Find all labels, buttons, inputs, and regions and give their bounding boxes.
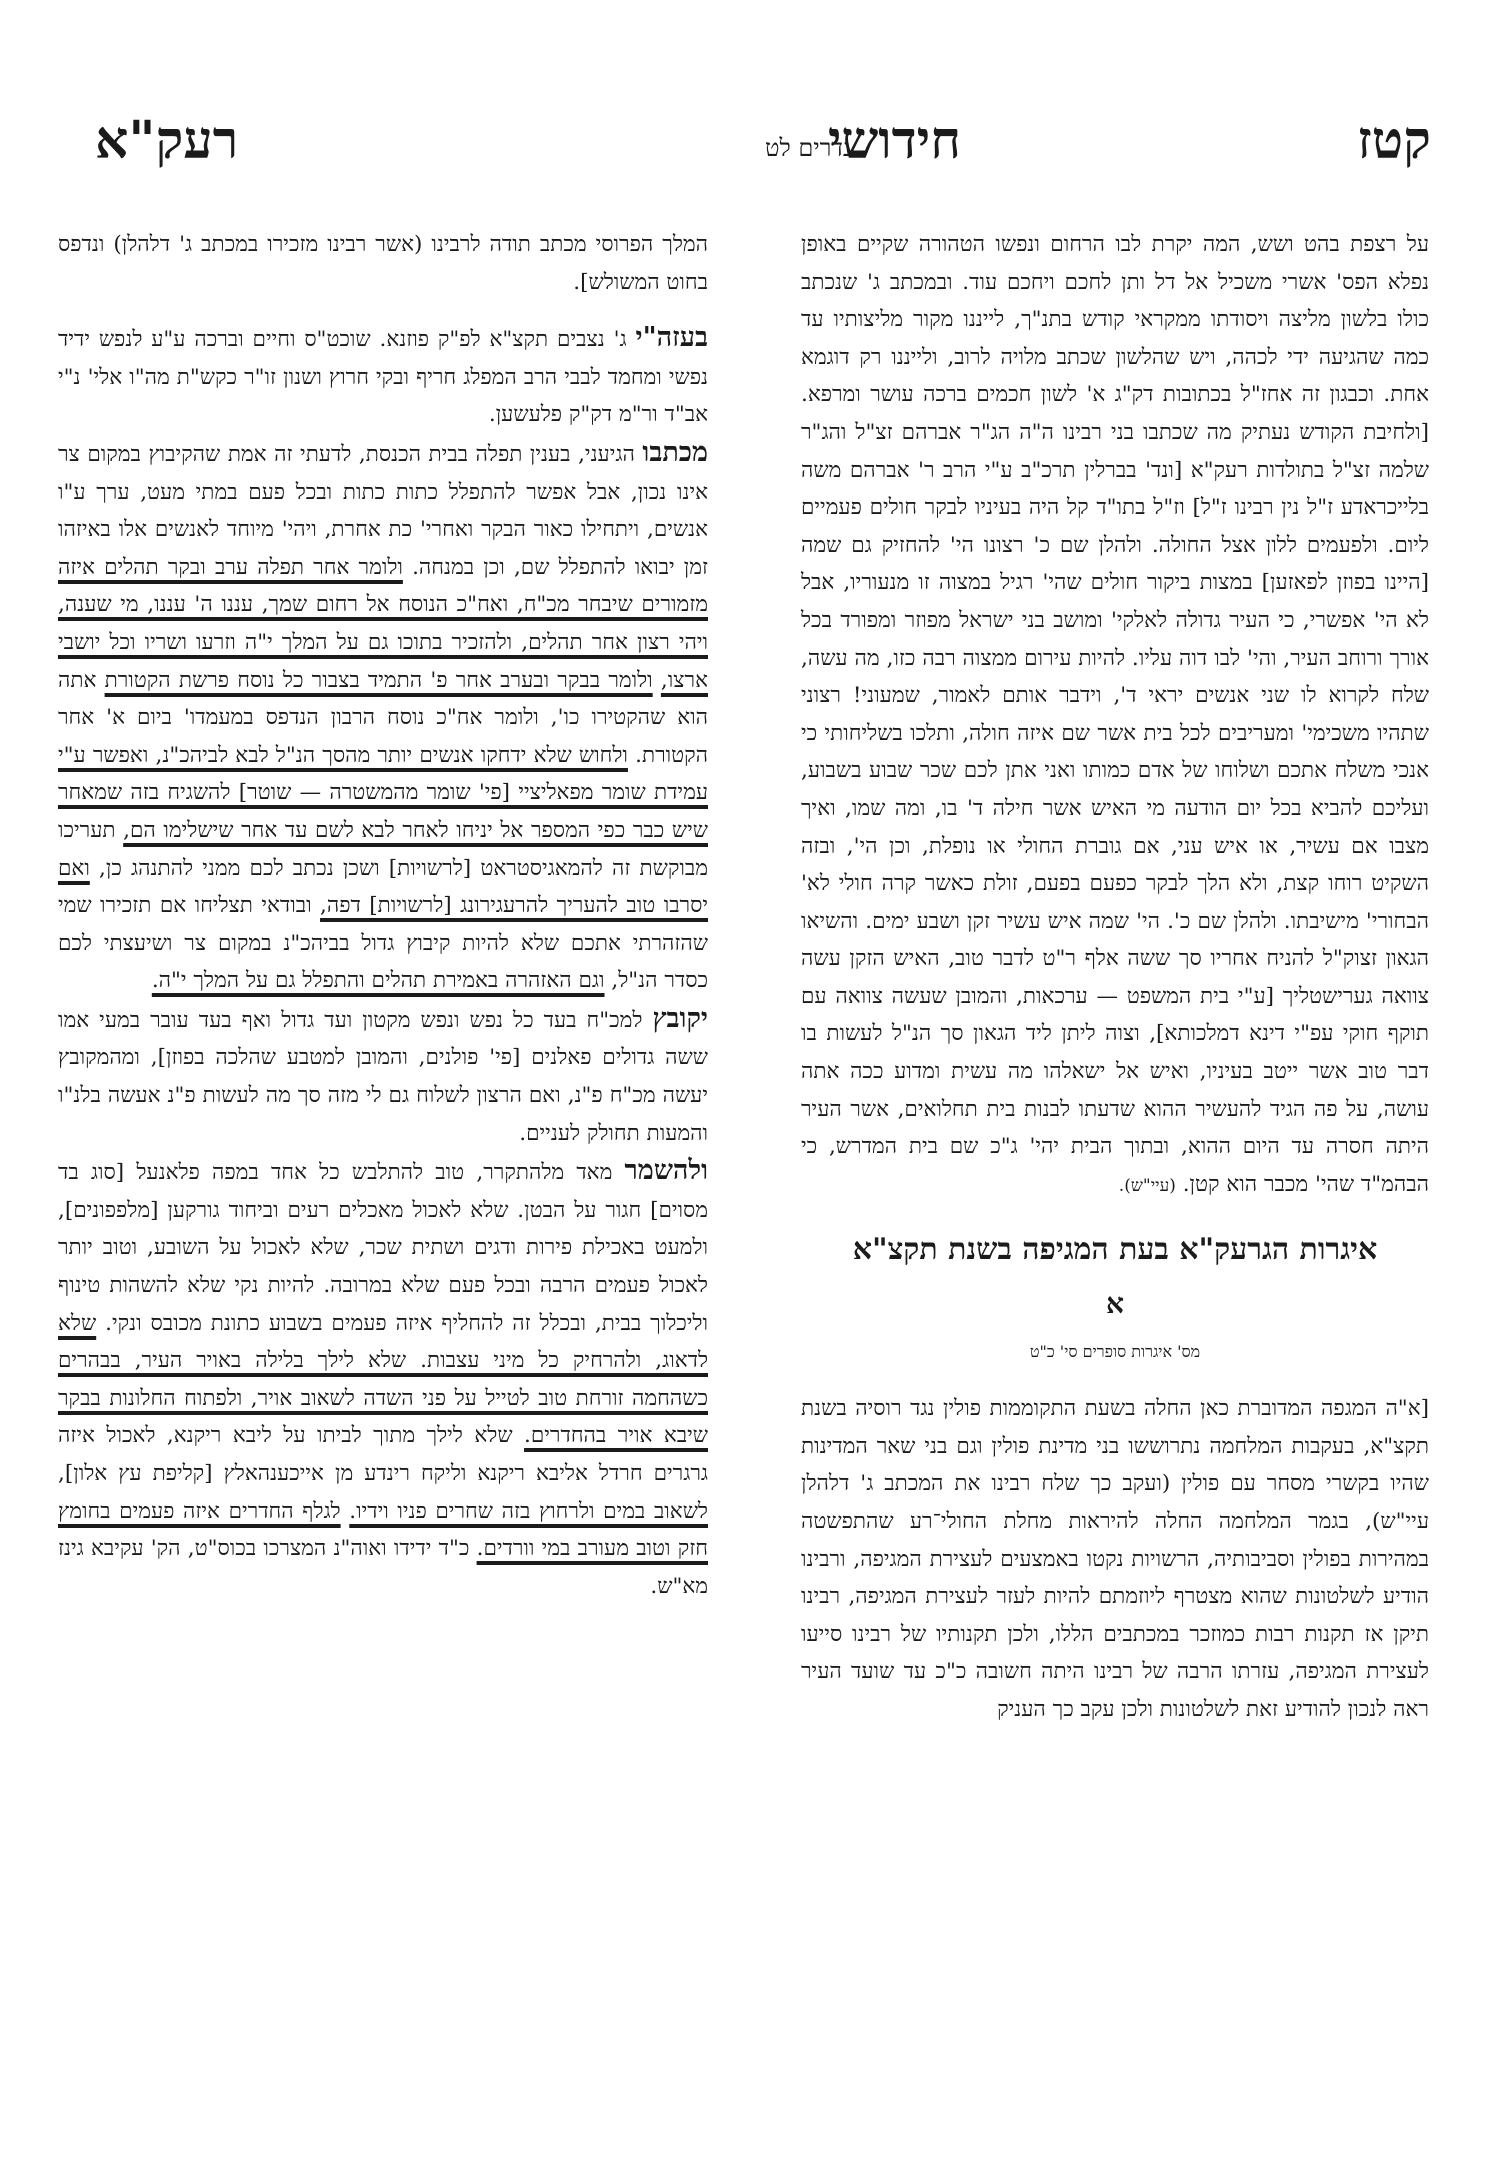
paragraph	[801, 226, 1429, 1205]
paragraph-text: על רצפת בהט ושש, המה יקרת לבו הרחום ונפשו הטהורה שקיים באופן נפלא הפס' אשרי משכיל אל דל ותן לחכם ויחכם עוד. ובמכתב ג' שנכתב כולו בלשון מליצה ויסודתו ממקראי קודש בתנ"ך, לייננו מקור מליצותיו עד כמה שהגיעה ידי לכהה, ויש שהלשון שכתב מלויה לרוב, ולייננו רק דוגמא אחת. וכבגון זה אחז"ל בכתובות דק"ג א' לשון חכמים ברכה עושר ומרפא. [ולחיבת הקודש נעתיק מה שכתבו בני רבינו ה"ה הג"ר אברהם זצ"ל והג"ר שלמה זצ"ל בתולדות רעק"א [ונד' בברלין תרכ"ב ע"י הרב ר' אברהם משה בלייכראדע ז"ל נין רבינו ז"ל] וז"ל בתו"ד קל היה בעיניו לבקר חולים פעמיים ליום. ולפעמים ללון אצל החולה. ולהלן שם כ' רצונו הי' להחזיק גם שמה [היינו בפוזן לפאזען] במצות ביקור חולים שהי' רגיל במצוה זו מנעוריו, אבל לא הי' אפשרי, כי העיר גדולה לאלקי' ומושב בני ישראל מפוזר ומפורד בכל אורך ורוחב העיר, והי' לבו דוה עליו. להיות עירום ממצוה רבה כזו, מה עשה, שלח לקרוא לו שני אנשים יראי ד', וידבר אותם לאמור, שמעוני! רצוני שתהיו משכימי' ומעריבים לכל בית אשר שם איזה חולה, ותלכו בשליחותי כי אנכי משלח אתכם ושלוחו של אדם כמותו ואני אתן לכם שכר שבוע בשבוע, ועליכם להביא בכל יום הודעה מי האיש אשר חילה ד' בו, ומה שמו, ואיך מצבו אם עשיר, או איש עני, אם גוברת החולי או נופלת, וכן הי', ובזה השקיט רוחו קצת, ולא הלך לבקר כפעם בפעם, זולת כאשר קרה חולי לא' הבחורי' מישיבתו. ולהלן שם כ'. הי' שמה איש עשיר זקן ושבע ימים. והשיאו הגאון זצוק"ל להניח אחריו סך ששה אלף ר"ט לדבר טוב, האיש הזקן עשה צוואה גערישטליך [ע"י בית המשפט — ערכאות, והמובן שעשה צוואה עם תוקף חוקי עפ"י דינא דמלכותא], וצוה ליתן ליד הגאון סך הנ"ל לעשות בו דבר טוב אשר ייטב בעיניו, ואיש אל ישאלהו מה עשית ומדוע ככה אתה עושה, על פה הגיד להעשיר ההוא שדעתו לבנות בית תחלואים, אשר העיר היתה חסרה עד היום ההוא, ובתוך הבית יהי' ג"כ שם בית המדרש, כי הבהמ"ד שהי' מכבר הוא קטן.	[801, 232, 1429, 1197]
underlined-text: ולומר בבקר ובערב אחר פ' התמיד בצבור כל נוסח פרשת הקטורת	[104, 667, 653, 693]
underlined-text: שלא לדאוג, ולהרחיק כל מיני עצבות. שלא לילך בלילה באויר העיר, בבהרים כשהחמה זורחת טוב לטייל על פני השדה לשאוב אויר, ולפתוח החלונות בבקר שיבא אויר בהחדרים.	[58, 1310, 708, 1449]
section-letter: א	[1106, 1287, 1124, 1321]
intro-paragraph: המלך הפרוסי מכתב תודה לרבינו (אשר רבינו מזכירו במכתב ג' דלהלן) ונדפס בחוט המשולש].	[58, 232, 708, 295]
letter-opening	[58, 319, 708, 434]
opening-lead: בעזה"י	[635, 322, 708, 354]
section-title: איגרות הגרעק"א בעת המגיפה בשנת תקצ"א	[852, 1232, 1378, 1268]
yakuv-lead: יקובץ	[652, 1002, 708, 1034]
body-text: מאד מלהתקרר, טוב להתלבש כל אחד במפה פלאנעל [סוג בד מסוים] חגור על הבטן. שלא לאכול מאכלים רעים וביחוד גורקען [מלפפונים], ולמעט באכילת פירות ודגים ושתית שכר, שלא לאכול על השובע, וטוב יותר לאכול פעמים הרבה ובכל פעם שלא במרובה. להיות נקי שלא להשהות טינוף וליכלוך בבית, ובכלל זה להחליף איזה פעמים בשבוע כתונת מכובס ונקי.	[58, 1160, 708, 1336]
ulhishamer-lead: ולהשמר	[624, 1155, 708, 1187]
underlined-text: וגם האזהרה באמירת תהלים והתפלל גם על המלך י"ה.	[151, 968, 605, 994]
underlined-text: ואם יסרבו טוב להעריך להרעגירונג [לרשויות] דפה,	[58, 855, 708, 919]
body-text: הגיעני, בענין תפלה בבית הכנסת, לדעתי זה אמת שהקיבוץ במקום צר אינו נכון, אבל אפשר להתפלל כתות כתות ובכל פעם במתי מעט, ערך ע"ו אנשים, ויתחילו כאור הבקר ואחרי' כת אחרת, ויהי' מיוחד לאנשים אלו באיזהו זמן יבואו להתפלל שם, וכן במנחה.	[58, 441, 708, 580]
body-text: כ"ד ידידו ואוה"נ המצרכו בכוס"ט, הק' עקיבא גינז מא"ש.	[58, 1536, 708, 1599]
book-title: חידושי	[827, 110, 961, 171]
section-source: מס' איגרות סופרים סי' כ"ט	[1029, 1341, 1201, 1361]
left-column	[58, 226, 708, 1605]
page-header	[95, 110, 1431, 180]
paragraph: [א"ה המגפה המדוברת כאן החלה בשעת התקוממות פולין נגד רוסיה בשנת תקצ"א, בעקבות המלחמה נתרוששו בני מדינת פולין וגם בני שאר המדינות שהיו בקשרי מסחר עם פולין (ועקב כך שלח רבינו את המכתב ג' דלהלן עיי"ש), בגמר המלחמה החלה להיראות מחלת החולי־רע שהתפשטה במהירות בפולין וסביבותיה, הרשויות נקטו באמצעים לעצירת המגיפה, ורבינו הודיע לשלטונות שהוא מצטרף ליוזמתם להיות לעזר לעצירת המגיפה, רבינו תיקן אז תקנות רבות כמוזכר במכתבים הללו, ולכן תקנותיו של רבינו סייעו לעצירת המגיפה, עזרתו הרבה של רבינו היתה חשובה כ"כ עד שועד העיר ראה לנכון להודיע זאת לשלטונות ולכן עקב כך העניק	[801, 1396, 1429, 1722]
body-text: למכ"ח בעד כל נפש ונפש מקטון ועד גדול ואף בעד עובר במעי אמו ששה גדולים פאלנים [פי' פולנים, והמובן למטבע שהלכה בפוזן], ומהמקובץ יעשה מכ"ח פ"נ, ואם הרצון לשלוח גם לי מזה סך מה לעשות פ"נ אעשה בלנ"ו והמעות תחולק לעניים.	[58, 1007, 708, 1146]
underlined-text: ולחוש שלא ידחקו אנשים יותר מהסך הנ"ל לבא לביהכ"נ, ואפשר ע"י עמידת שומר מפאליציי [פי' שומר מהמשטרה — שוטר] להשגיח בזה שמאחר שיש כבר כפי המספר אל יניחו לאחר לבא לשם עד אחר שישלימו הם,	[58, 742, 708, 843]
underlined-text: לגלף החדרים איזה פעמים בחומץ חזק וטוב מעורב במי וורדים.	[58, 1498, 709, 1562]
opening-text: ג' נצבים תקצ"א לפ"ק פוזנא. שוכט"ס וחיים וברכה ע"ע לנפש ידיד נפשי ומחמד לבבי הרב המפלג חריף ובקי חרוץ ושנון זו"ר כקש"ת מה"ו אלי' נ"י אב"ד ור"מ דק"ק פלעשען.	[58, 327, 708, 428]
body-text: שלא לילך מתוך לביתו על ליבא ריקנא, לאכול איזה גרגרים חרדל אליבא ריקנא וליקח רינדע מן אייכענהאלץ [קליפת עץ אלון],	[58, 1423, 708, 1486]
body-text: אתה הוא שהקטירו כו', ולומר אח"כ נוסח הרבון הנדפס במעמדו' ביום א' אחר הקטורת.	[58, 667, 708, 768]
letter-lead: מכתבו	[642, 436, 708, 468]
page-number: קטז	[1357, 110, 1431, 171]
tractate-label: נדרים לט	[765, 134, 851, 162]
underlined-text: לשאוב במים ולרחוץ בזה שחרים פניו וידיו.	[349, 1498, 708, 1524]
letter-body	[58, 434, 708, 1000]
reference-note: (עיי"ש).	[1118, 1175, 1176, 1196]
book-author: רעק"א	[95, 110, 239, 171]
letter-body	[58, 1000, 708, 1152]
letter-body	[58, 1152, 708, 1605]
body-text: ובודאי תצליחו אם תזכירו שמי שהזהרתי אתכם שלא להיות קיבוץ גדול בביהכ"נ במקום צר ושיעצתי לכם כסדר הנ"ל,	[58, 893, 708, 994]
body-text: תעריכו מבוקשת זה להמאגיסטראט [לרשויות] ושכן נכתב לכם ממני להתנהג כן,	[58, 817, 708, 881]
underlined-text: ולומר אחר תפלה ערב ובקר תהלים איזה מזמורים שיבחר מכ"ח, ואח"כ הנוסח אל רחום שמך, עננו ה' עננו, מי שענה, ויהי רצון אחר תהלים, ולהזכיר בתוכו גם על המלך י"ה וזרעו ושריו וכל יושבי ארצו,	[58, 554, 708, 693]
right-column	[801, 226, 1429, 1729]
